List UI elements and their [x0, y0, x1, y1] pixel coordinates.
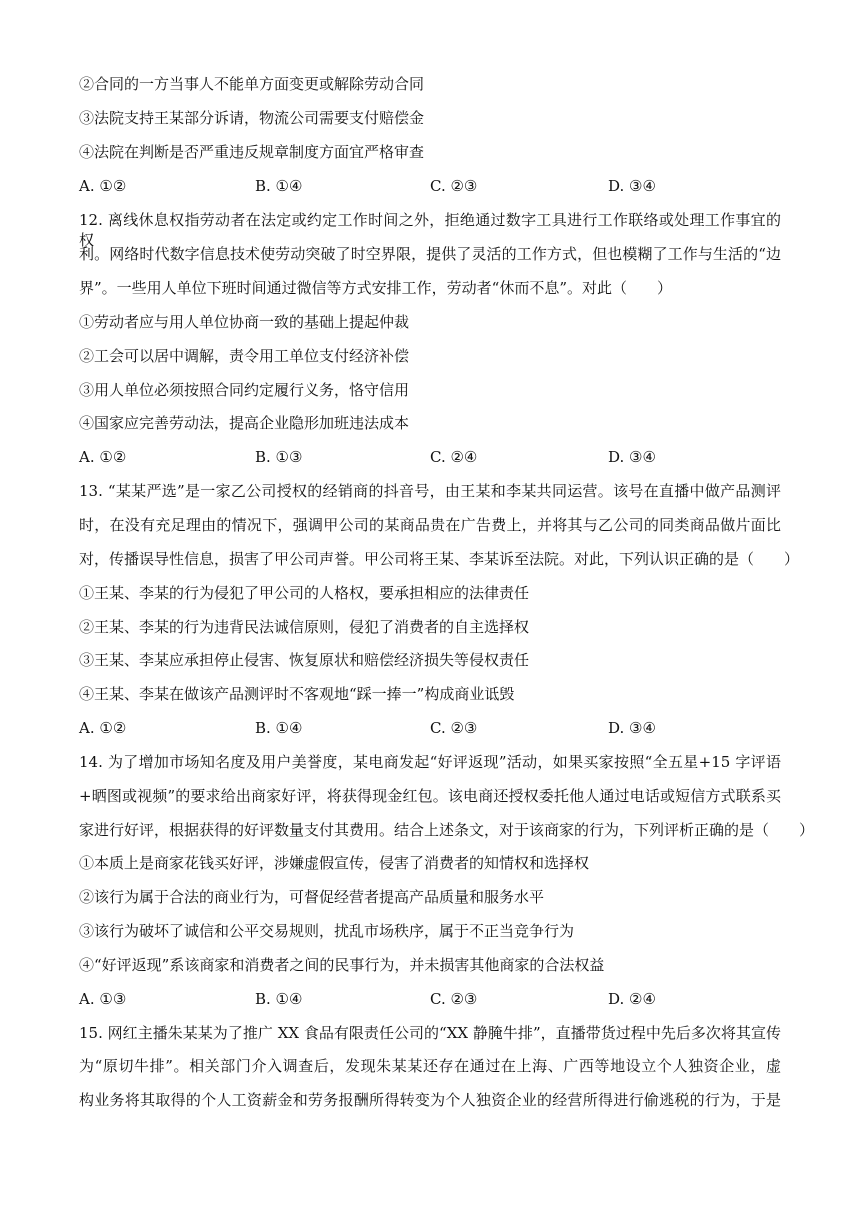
q14-options [79, 989, 781, 1009]
q14-item-1: ①本质上是商家花钱买好评，涉嫌虚假宣传，侵害了消费者的知情权和选择权 [79, 854, 590, 872]
q12-option-a[interactable]: A. ①② [79, 448, 127, 466]
q11-option-b[interactable]: B. ①④ [255, 177, 303, 195]
q13-stem-line-1: 13. “某某严选”是一家乙公司授权的经销商的抖音号，由王某和李某共同运营。该号在直播中做产品测评 [79, 482, 781, 500]
q13-option-d[interactable]: D. ③④ [608, 719, 656, 737]
q13-options [79, 718, 781, 738]
q13-stem-line-3: 对，传播误导性信息，损害了甲公司声誉。甲公司将王某、李某诉至法院。对此，下列认识正确的是（ ） [79, 550, 800, 568]
q11-item-2: ②合同的一方当事人不能单方面变更或解除劳动合同 [79, 75, 425, 93]
q13-item-1: ①王某、李某的行为侵犯了甲公司的人格权，要承担相应的法律责任 [79, 584, 530, 602]
q12-option-c[interactable]: C. ②④ [430, 448, 478, 466]
q13-item-3: ③王某、李某应承担停止侵害、恢复原状和赔偿经济损失等侵权责任 [79, 651, 530, 669]
q14-option-b[interactable]: B. ①④ [255, 990, 303, 1008]
q11-option-a[interactable]: A. ①② [79, 177, 127, 195]
q14-item-3: ③该行为破坏了诚信和公平交易规则，扰乱市场秩序，属于不正当竞争行为 [79, 922, 575, 940]
q14-option-a[interactable]: A. ①③ [79, 990, 127, 1008]
q12-option-b[interactable]: B. ①③ [255, 448, 303, 466]
q12-item-4: ④国家应完善劳动法，提高企业隐形加班违法成本 [79, 414, 410, 432]
q14-item-4: ④“好评返现”系该商家和消费者之间的民事行为，并未损害其他商家的合法权益 [79, 956, 605, 974]
q13-option-c[interactable]: C. ②③ [430, 719, 478, 737]
q14-option-c[interactable]: C. ②③ [430, 990, 478, 1008]
q14-stem-line-3: 家进行好评，根据获得的好评数量支付其费用。结合上述条文，对于该商家的行为，下列评析正确的是（ ） [79, 821, 815, 839]
q13-option-a[interactable]: A. ①② [79, 719, 127, 737]
q12-stem-line-2: 利。网络时代数字信息技术使劳动突破了时空界限，提供了灵活的工作方式，但也模糊了工作与生活的“边 [79, 245, 781, 263]
q11-options [79, 176, 781, 196]
q12-stem-line-1: 12. 离线休息权指劳动者在法定或约定工作时间之外，拒绝通过数字工具进行工作联络或处理工作事宜的权 [79, 211, 781, 249]
q15-stem-line-1: 15. 网红主播朱某某为了推广 XX 食品有限责任公司的“XX 静腌牛排”，直播带货过程中先后多次将其宣传 [79, 1024, 781, 1042]
q15-stem-line-3: 构业务将其取得的个人工资薪金和劳务报酬所得转变为个人独资企业的经营所得进行偷逃税的行为，于是 [79, 1091, 781, 1109]
q11-item-4: ④法院在判断是否严重违反规章制度方面宜严格审查 [79, 143, 425, 161]
q12-options [79, 447, 781, 467]
q14-item-2: ②该行为属于合法的商业行为，可督促经营者提高产品质量和服务水平 [79, 888, 545, 906]
q13-item-2: ②王某、李某的行为违背民法诚信原则，侵犯了消费者的自主选择权 [79, 618, 530, 636]
q14-option-d[interactable]: D. ②④ [608, 990, 656, 1008]
q14-stem-line-2: +晒图或视频”的要求给出商家好评，将获得现金红包。该电商还授权委托他人通过电话或短信方式联系买 [79, 787, 781, 805]
q11-item-3: ③法院支持王某部分诉请，物流公司需要支付赔偿金 [79, 109, 425, 127]
q11-option-c[interactable]: C. ②③ [430, 177, 478, 195]
q12-item-1: ①劳动者应与用人单位协商一致的基础上提起仲裁 [79, 313, 410, 331]
q12-item-3: ③用人单位必须按照合同约定履行义务，恪守信用 [79, 381, 410, 399]
q11-option-d[interactable]: D. ③④ [608, 177, 656, 195]
q13-item-4: ④王某、李某在做该产品测评时不客观地“踩一捧一”构成商业诋毁 [79, 685, 515, 703]
q14-stem-line-1: 14. 为了增加市场知名度及用户美誉度，某电商发起“好评返现”活动，如果买家按照“全五星+15 字评语 [79, 753, 781, 771]
q13-option-b[interactable]: B. ①④ [255, 719, 303, 737]
q12-item-2: ②工会可以居中调解，责令用工单位支付经济补偿 [79, 347, 410, 365]
q15-stem-line-2: 为“原切牛排”。相关部门介入调查后，发现朱某某还存在通过在上海、广西等地设立个人独资企业，虚 [79, 1057, 781, 1075]
q12-stem-line-3: 界”。一些用人单位下班时间通过微信等方式安排工作，劳动者“休而不息”。对此（ ） [79, 279, 673, 297]
q12-option-d[interactable]: D. ③④ [608, 448, 656, 466]
q13-stem-line-2: 时，在没有充足理由的情况下，强调甲公司的某商品贵在广告费上，并将其与乙公司的同类商品做片面比 [79, 516, 781, 534]
